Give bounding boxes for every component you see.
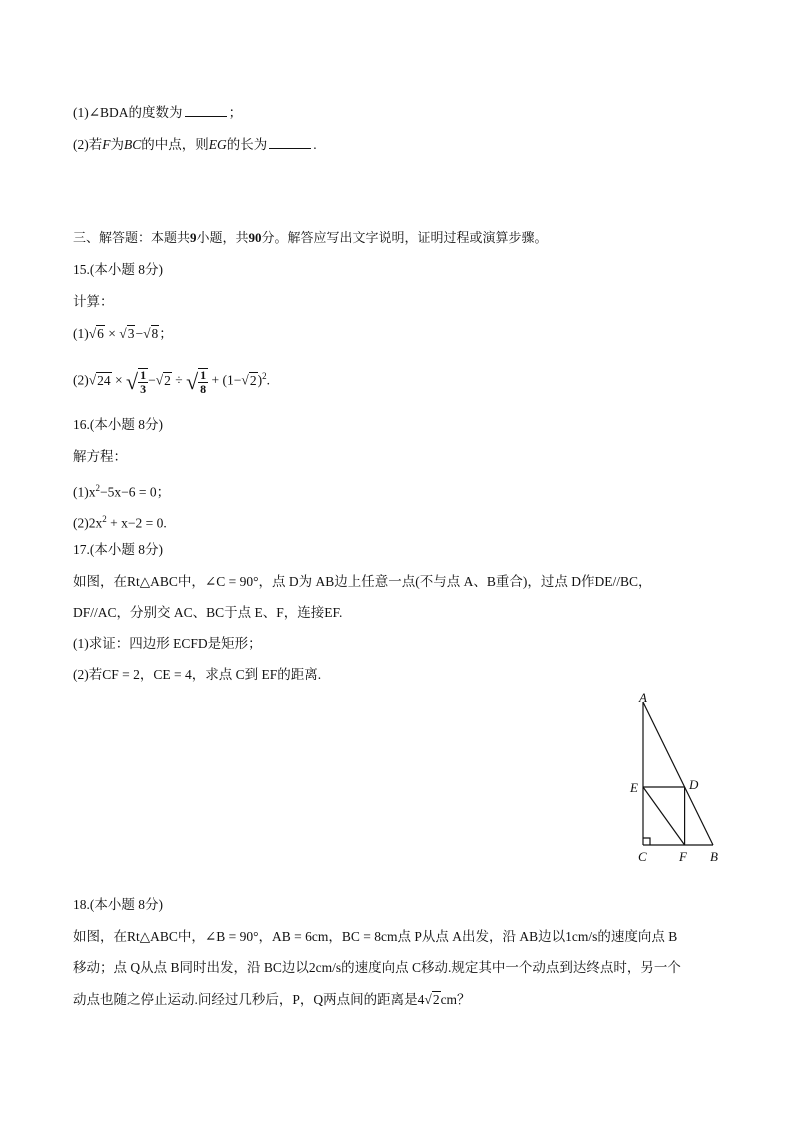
label-e: E (630, 780, 638, 795)
operator: × (111, 372, 127, 388)
var-f: F (102, 137, 111, 152)
radicand: 2 (249, 372, 257, 388)
q14-part2-end: . (313, 137, 317, 152)
triangle-figure (625, 690, 735, 870)
radicand: 3 (127, 326, 135, 341)
denominator: 3 (140, 381, 147, 396)
equation-text: + x−2 = 0. (106, 515, 167, 531)
answer-blank (185, 105, 227, 117)
operator: × (104, 326, 120, 341)
label-d: D (689, 777, 699, 792)
radicand: 2 (164, 372, 171, 388)
var-bc: BC (124, 137, 142, 152)
punct: . (266, 372, 270, 388)
sqrt-fraction: √ $\frac{1}{3}$ (126, 367, 147, 396)
radicand: 8 (151, 326, 159, 341)
q14-part2-text: 为 (110, 137, 124, 152)
q17-part1: (1)求证：四边形 ECFD是矩形； (73, 636, 262, 651)
numerator: 1 (200, 367, 207, 382)
q15-part2: (2)√24 × √ $\frac{1}{3}$ −√2 ÷ √ $\frac{1}{8}$ + $(1-√2)^2$. (73, 356, 270, 396)
q15-intro: 计算： (73, 294, 114, 309)
denominator: 8 (200, 381, 207, 396)
radicand: 2 (432, 992, 440, 1007)
operator: − (135, 326, 144, 341)
q14-part2-text: (2)若 (73, 137, 103, 152)
q14-part2-text: 的长为 (226, 137, 268, 152)
q14-part1-end: ； (228, 105, 243, 120)
q18-header: 18.(本小题 8分) (73, 897, 163, 912)
q14-part2-text: 的中点，则 (141, 137, 209, 152)
q15-header: 15.(本小题 8分) (73, 262, 163, 277)
punct: ； (159, 326, 173, 341)
operator: − (148, 372, 156, 388)
q14-part1-text: (1)∠BDA的度数为 (73, 105, 183, 120)
label-c: C (638, 849, 647, 864)
paren: ) (257, 372, 263, 388)
operator: ÷ (171, 372, 187, 388)
radicand: 24 (97, 372, 111, 388)
equation-text: (1)x (73, 484, 96, 500)
q16-header: 16.(本小题 8分) (73, 417, 163, 432)
operator: + (1− (208, 372, 242, 388)
equation-text: −5x−6 = 0； (100, 484, 171, 500)
q17-part2: (2)若CF = 2，CE = 4，求点 C到 EF的距离. (73, 667, 322, 682)
label-f: F (679, 849, 687, 864)
section-3-score: 90 (248, 230, 262, 245)
label-a: A (639, 690, 647, 705)
equation-text: (2)2x (73, 515, 103, 531)
q16-intro: 解方程： (73, 449, 127, 464)
exponent: 2 (102, 514, 107, 524)
label-b: B (710, 849, 718, 864)
section-3-text: 小题，共 (196, 230, 249, 245)
q18-text-line2: 移动；点 Q从点 B同时出发，沿 BC边以2cm/s的速度向点 C移动.规定其中一个动点到达终点时，另一个 (73, 960, 681, 975)
section-3-count: 9 (190, 230, 197, 245)
q17-text-line1: 如图，在Rt△ABC中，∠C = 90°，点 D为 AB边上任意一点(不与点 A、B重合)，过点 D作DE//BC， (73, 574, 652, 589)
segment-ab (643, 702, 713, 845)
numerator: 1 (140, 367, 147, 382)
section-3-heading (73, 229, 548, 247)
radicand: 6 (97, 326, 104, 341)
q14-part2 (73, 136, 317, 154)
q15-part1: (1)√6 × √3−√8； (73, 326, 173, 341)
segment-ef (643, 787, 685, 845)
answer-blank (269, 137, 311, 149)
sqrt-fraction: √ $\frac{1}{8}$ (186, 367, 207, 396)
q17-header: 17.(本小题 8分) (73, 542, 163, 557)
q18-text: 动点也随之停止运动.问经过几秒后，P，Q两点间的距离是4 (73, 992, 425, 1007)
section-3-text: 分。解答应写出文字说明，证明过程或演算步骤。 (261, 230, 548, 245)
q16-part2 (73, 510, 167, 533)
q18-text-line3: 动点也随之停止运动.问经过几秒后，P，Q两点间的距离是4√2cm？ (73, 992, 471, 1007)
q15-part2-label: (2) (73, 372, 89, 388)
exponent: 2 (262, 371, 267, 381)
q18-text: cm？ (440, 992, 471, 1007)
q18-text-line1: 如图，在Rt△ABC中，∠B = 90°，AB = 6cm，BC = 8cm点 P从点 A出发，沿 AB边以1cm/s的速度向点 B (73, 929, 678, 944)
q15-part1-label: (1) (73, 326, 89, 341)
var-eg: EG (208, 137, 227, 152)
right-angle-mark (643, 838, 650, 845)
exponent: 2 (95, 483, 100, 493)
q14-part1 (73, 104, 242, 122)
q16-part1 (73, 479, 170, 502)
q17-text-line2: DF//AC，分别交 AC、BC于点 E、F，连接EF. (73, 605, 343, 620)
section-3-text: 三、解答题：本题共 (73, 230, 191, 245)
